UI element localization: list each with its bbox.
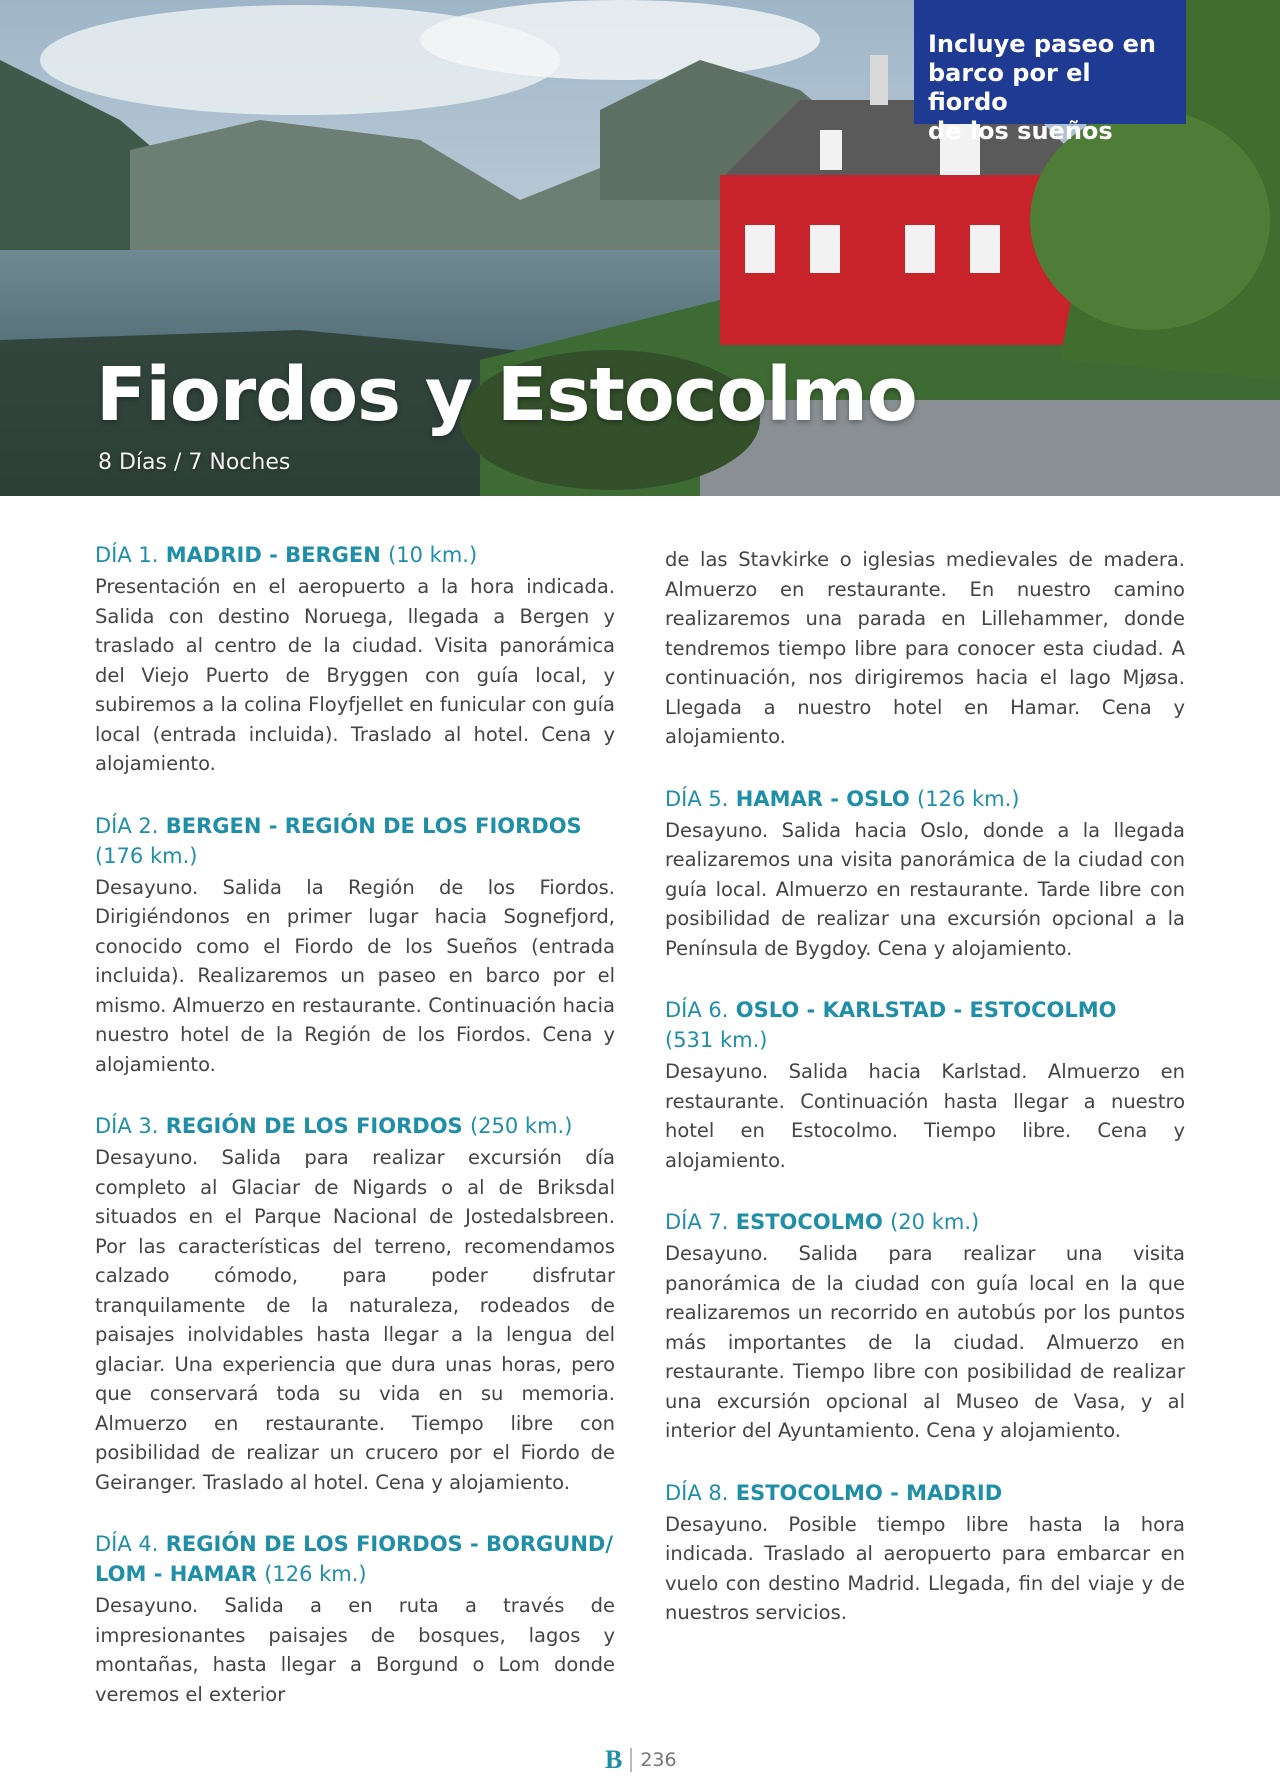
day-description: Desayuno. Salida hacia Oslo, donde a la llegada realizaremos una visita panorámica de la ciudad con guía local. Almuerzo en restaurante. Tarde libre con posibilidad de realizar una excursión opcional a la Península de Bygdoy. Cena y alojamiento. xyxy=(665,818,1185,960)
itinerary-day xyxy=(665,1207,1185,1446)
itinerary-day xyxy=(95,1111,615,1497)
itinerary-day-continued xyxy=(665,545,1185,752)
itinerary-column-left xyxy=(95,540,615,1741)
page-footer xyxy=(605,1745,677,1775)
day-description: Desayuno. Salida a en ruta a través de impresionantes paisajes de bosques, lagos y montañas, hasta llegar a Borgund o Lom donde veremos el exterior xyxy=(95,1594,615,1706)
day-heading: DÍA 8. ESTOCOLMO - MADRID xyxy=(665,1480,1003,1505)
hero-image xyxy=(0,0,1280,496)
day-description: Desayuno. Posible tiempo libre hasta la hora indicada. Traslado al aeropuerto para embarcar en vuelo con destino Madrid. Llegada, fin del viaje y de nuestros servicios. xyxy=(665,1512,1185,1624)
promo-line: barco por el fiordo xyxy=(928,59,1091,116)
day-description: Desayuno. Salida hacia Karlstad. Almuerzo en restaurante. Continuación hasta llegar a nuestro hotel en Estocolmo. Tiempo libre. Cena y alojamiento. xyxy=(665,1060,1185,1172)
itinerary-day xyxy=(665,995,1185,1175)
day-heading: DÍA 3. REGIÓN DE LOS FIORDOS (250 km.) xyxy=(95,1114,573,1138)
day-description: Presentación en el aeropuerto a la hora indicada. Salida con destino Noruega, llegada a Bergen y traslado al centro de la ciudad. Visita panorámica del Viejo Puerto de Bryggen con guía local, y subiremos a la colina Floyfjellet en funicular con guía local (entrada incluida). Traslado al hotel. Cena y alojamiento. xyxy=(95,575,615,775)
promo-badge xyxy=(914,0,1186,145)
day-description: Desayuno. Salida la Región de los Fiordos. Dirigiéndonos en primer lugar hacia Sognefjord, conocido como el Fiordo de los Sueños (entrada incluida). Realizaremos un paseo en barco por el mismo. Almuerzo en restaurante. Continuación hacia nuestro hotel de la Región de los Fiordos. Cena y alojamiento. xyxy=(95,875,615,1076)
brand-logo: B xyxy=(605,1745,623,1774)
footer-divider xyxy=(630,1748,632,1772)
day-description: Desayuno. Salida para realizar excursión día completo al Glaciar de Nigards o al de Briksdal situados en el Parque Nacional de Jostedalsbreen. Por las características del terreno, recomendamos calzado cómodo, para poder disfrutar tranquilamente de la naturaleza, rodeados de paisajes inolvidables hasta llegar a la lengua del glaciar. Una experiencia que dura unas horas, pero que conservará toda su vida en su memoria. Almuerzo en restaurante. Tiempo libre con posibilidad de realizar un crucero por el Fiordo de Geiranger. Traslado al hotel. Cena y alojamiento. xyxy=(95,1146,615,1494)
itinerary-day xyxy=(665,1478,1185,1628)
day-heading: DÍA 5. HAMAR - OSLO (126 km.) xyxy=(665,786,1020,811)
itinerary-day xyxy=(665,784,1185,964)
day-heading: DÍA 4. REGIÓN DE LOS FIORDOS - BORGUND/ LOM - HAMAR (126 km.) xyxy=(95,1532,613,1586)
day-heading: DÍA 6. OSLO - KARLSTAD - ESTOCOLMO (531 km.) xyxy=(665,998,1117,1052)
day-heading: DÍA 7. ESTOCOLMO (20 km.) xyxy=(665,1210,980,1234)
day-description: de las Stavkirke o iglesias medievales de madera. Almuerzo en restaurante. En nuestro camino realizaremos una parada en Lillehammer, donde tendremos tiempo libre para conocer esta ciudad. A continuación, nos dirigiremos hacia el lago Mjøsa. Llegada a nuestro hotel en Hamar. Cena y alojamiento. xyxy=(665,548,1185,748)
promo-line: Incluye paseo en xyxy=(928,30,1156,58)
day-heading: DÍA 2. BERGEN - REGIÓN DE LOS FIORDOS (176 km.) xyxy=(95,813,582,868)
itinerary-day xyxy=(95,540,615,779)
day-heading: DÍA 1. MADRID - BERGEN (10 km.) xyxy=(95,543,478,567)
trip-duration: 8 Días / 7 Noches xyxy=(98,450,291,475)
promo-line: de los sueños xyxy=(928,117,1113,145)
itinerary-day xyxy=(95,811,615,1080)
itinerary-day xyxy=(95,1529,615,1709)
day-description: Desayuno. Salida para realizar una visita panorámica de la ciudad con guía local en la que realizaremos un recorrido en autobús por los puntos más importantes de la ciudad. Almuerzo en restaurante. Tiempo libre con posibilidad de realizar una excursión opcional al Museo de Vasa, y al interior del Ayuntamiento. Cena y alojamiento. xyxy=(665,1242,1185,1442)
page-title: Fiordos y Estocolmo xyxy=(96,352,917,438)
page-number: 236 xyxy=(640,1749,677,1771)
itinerary-column-right xyxy=(665,545,1185,1660)
